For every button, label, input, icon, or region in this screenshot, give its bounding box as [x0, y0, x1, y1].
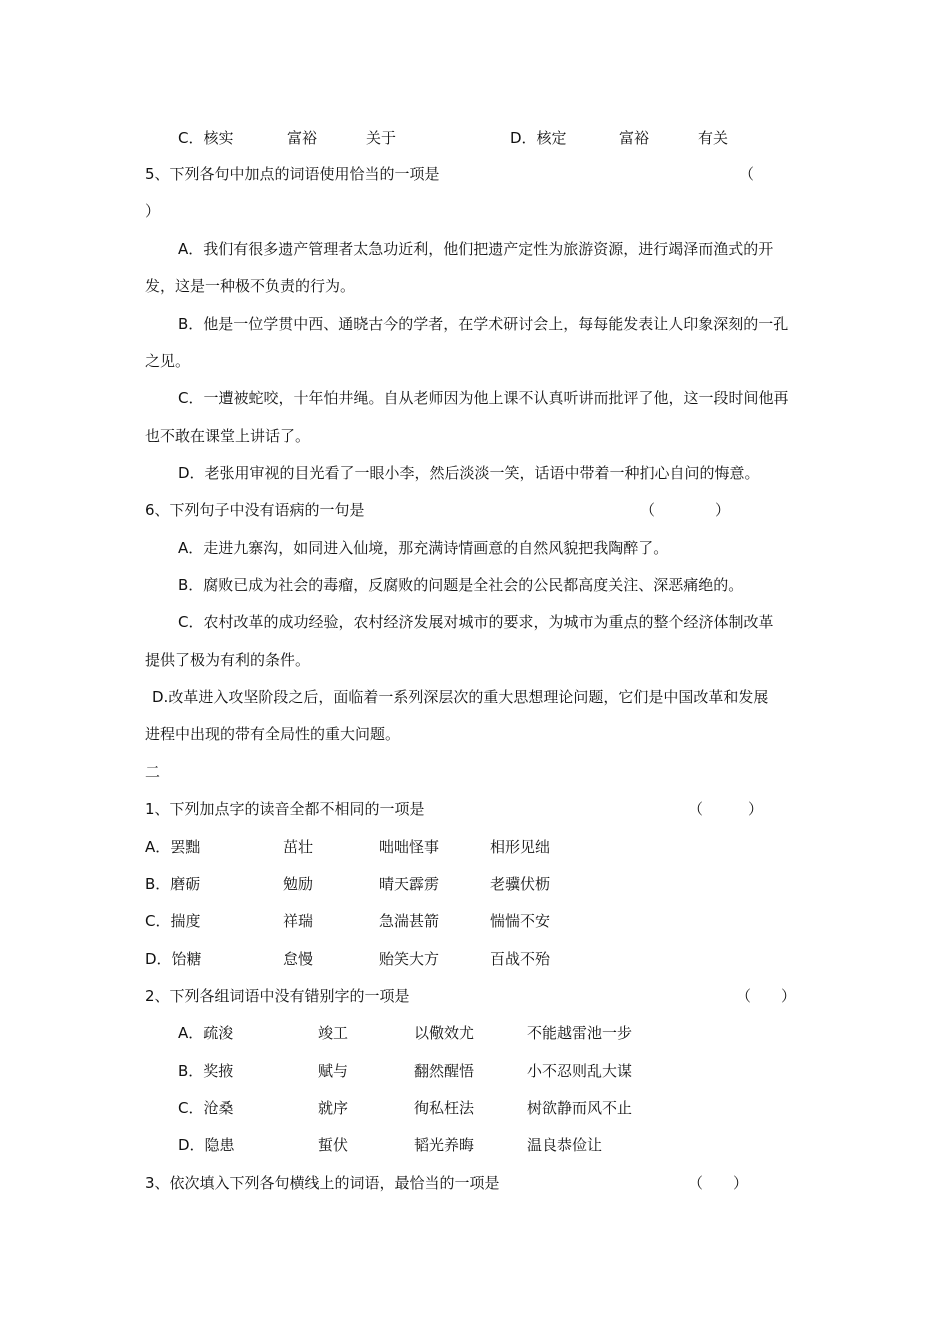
option-word: 韬光养晦 [414, 1136, 475, 1154]
option-label: D．隐患 [178, 1136, 235, 1154]
option-word: 小不忍则乱大谋 [527, 1062, 633, 1080]
option-word: 翻然醒悟 [414, 1062, 475, 1080]
option-word: 茁壮 [283, 838, 314, 856]
option-d-label: D．核定 [510, 129, 567, 147]
option-word: 勉励 [283, 875, 314, 893]
q5-option-a-line-1: A．我们有很多遗产管理者太急功近利，他们把遗产定性为旅游资源，进行竭泽而渔式的开 [178, 240, 774, 258]
option-d-word-2: 富裕 [619, 129, 650, 147]
option-word: 老骥伏枥 [490, 875, 551, 893]
option-label: D．饴糖 [145, 950, 202, 968]
q5-paren-close: ） [145, 202, 161, 220]
q6-option-d-line-1: D.改革进入攻坚阶段之后，面临着一系列深层次的重大思想理论问题，它们是中国改革和发展 [152, 688, 769, 706]
option-c-word-2: 富裕 [287, 129, 318, 147]
option-word: 相形见绌 [490, 838, 551, 856]
q5-option-b-line-1: B．他是一位学贯中西、通晓古今的学者，在学术研讨会上，每每能发表让人印象深刻的一孔 [178, 315, 789, 333]
option-word: 不能越雷池一步 [527, 1024, 633, 1042]
q5-paren-open: （ [739, 165, 755, 183]
option-word: 赋与 [318, 1062, 349, 1080]
option-word: 树欲静而风不止 [527, 1099, 633, 1117]
q5-stem: 5、下列各句中加点的词语使用恰当的一项是 [145, 165, 440, 183]
option-word: 惴惴不安 [490, 912, 551, 930]
s2-q1-paren: （ ） [688, 800, 764, 818]
option-label: B．磨砺 [145, 875, 201, 893]
option-word: 竣工 [318, 1024, 349, 1042]
option-label: A．疏浚 [178, 1024, 234, 1042]
option-word: 祥瑞 [283, 912, 314, 930]
q5-option-c-line-1: C．一遭被蛇咬，十年怕井绳。自从老师因为他上课不认真听讲而批评了他，这一段时间他再 [178, 389, 789, 407]
option-word: 咄咄怪事 [379, 838, 440, 856]
q5-option-a-line-2: 发，这是一种极不负责的行为。 [145, 277, 356, 295]
option-word: 贻笑大方 [379, 950, 440, 968]
option-c-label: C．核实 [178, 129, 234, 147]
option-word: 以儆效尤 [414, 1024, 475, 1042]
s2-q3-stem: 3、依次填入下列各句横线上的词语，最恰当的一项是 [145, 1174, 500, 1192]
q5-option-d: D．老张用审视的目光看了一眼小李，然后淡淡一笑，话语中带着一种扪心自问的悔意。 [178, 464, 760, 482]
q6-stem: 6、下列句子中没有语病的一句是 [145, 501, 365, 519]
option-d-word-3: 有关 [698, 129, 729, 147]
option-word: 就序 [318, 1099, 349, 1117]
q6-option-b: B．腐败已成为社会的毒瘤，反腐败的问题是全社会的公民都高度关注、深恶痛绝的。 [178, 576, 744, 594]
q6-option-c-line-2: 提供了极为有利的条件。 [145, 651, 311, 669]
q6-option-c-line-1: C．农村改革的成功经验，农村经济发展对城市的要求，为城市为重点的整个经济体制改革 [178, 613, 774, 631]
option-word: 晴天霹雳 [379, 875, 440, 893]
q5-option-c-line-2: 也不敢在课堂上讲话了。 [145, 427, 311, 445]
option-word: 百战不殆 [490, 950, 551, 968]
q6-paren: （ ） [640, 501, 731, 519]
option-word: 蜇伏 [318, 1136, 349, 1154]
q6-option-d-line-2: 进程中出现的带有全局性的重大问题。 [145, 725, 401, 743]
s2-q3-paren: （ ） [688, 1174, 749, 1192]
option-label: C．揣度 [145, 912, 201, 930]
s2-q2-paren: （ ） [736, 987, 797, 1005]
option-label: C．沧桑 [178, 1099, 234, 1117]
q5-option-b-line-2: 之见。 [145, 352, 191, 370]
option-word: 徇私枉法 [414, 1099, 475, 1117]
q6-option-a: A．走进九寨沟，如同进入仙境，那充满诗情画意的自然风貌把我陶醉了。 [178, 539, 669, 557]
option-label: B．奖掖 [178, 1062, 234, 1080]
s2-q2-stem: 2、下列各组词语中没有错别字的一项是 [145, 987, 410, 1005]
s2-q1-stem: 1、下列加点字的读音全都不相同的一项是 [145, 800, 425, 818]
section-heading: 二 [145, 763, 161, 781]
option-label: A．罢黜 [145, 838, 201, 856]
option-word: 温良恭俭让 [527, 1136, 603, 1154]
option-word: 急湍甚箭 [379, 912, 440, 930]
option-word: 怠慢 [283, 950, 314, 968]
option-c-word-3: 关于 [366, 129, 397, 147]
